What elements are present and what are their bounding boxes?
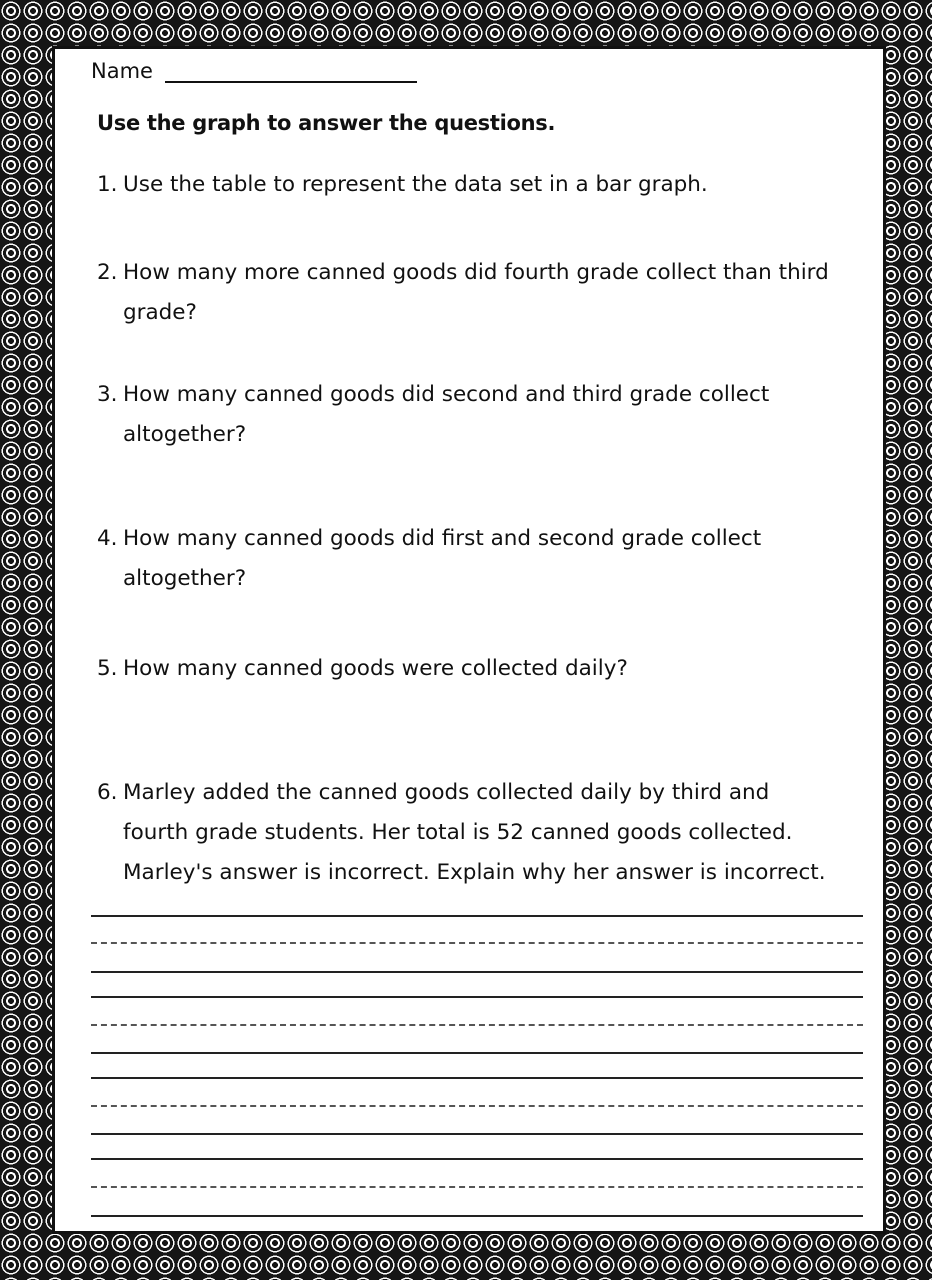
- question-1: [97, 165, 867, 205]
- writing-line: [91, 971, 863, 973]
- question-text: How many canned goods were collected daily?: [123, 656, 628, 681]
- writing-line: [91, 1077, 863, 1079]
- writing-line: [91, 1052, 863, 1054]
- question-number: 5.: [97, 656, 118, 681]
- name-label: Name: [91, 59, 153, 83]
- question-4: [97, 519, 867, 599]
- question-text-continued: altogether?: [123, 566, 247, 591]
- writing-line: [91, 996, 863, 998]
- question-text-continued: Marley's answer is incorrect. Explain why her answer is incorrect.: [123, 860, 826, 885]
- name-line: [165, 63, 417, 83]
- writing-line: [91, 1215, 863, 1217]
- question-number: 3.: [97, 382, 118, 407]
- writing-line-dashed: [91, 1024, 863, 1026]
- question-number: 2.: [97, 260, 118, 285]
- writing-line-dashed: [91, 1105, 863, 1107]
- question-text-continued: grade?: [123, 300, 197, 325]
- question-number: 4.: [97, 526, 118, 551]
- writing-line-dashed: [91, 942, 863, 944]
- question-6: [97, 773, 867, 893]
- question-text-continued: fourth grade students. Her total is 52 canned goods collected.: [123, 820, 793, 845]
- writing-line: [91, 915, 863, 917]
- question-number: 6.: [97, 780, 118, 805]
- question-3: [97, 375, 867, 455]
- writing-line-dashed: [91, 1186, 863, 1188]
- question-text-continued: altogether?: [123, 422, 247, 447]
- question-text: Marley added the canned goods collected daily by third and: [123, 780, 770, 805]
- writing-line: [91, 1133, 863, 1135]
- question-text: How many canned goods did second and third grade collect: [123, 382, 770, 407]
- worksheet: [52, 46, 886, 1234]
- name-row: [91, 59, 417, 83]
- question-5: [97, 649, 867, 689]
- question-text: How many canned goods did first and second grade collect: [123, 526, 762, 551]
- question-text: Use the table to represent the data set in a bar graph.: [123, 172, 708, 197]
- writing-line: [91, 1158, 863, 1160]
- question-number: 1.: [97, 172, 118, 197]
- instructions: Use the graph to answer the questions.: [97, 111, 556, 135]
- question-2: [97, 253, 867, 333]
- question-text: How many more canned goods did fourth grade collect than third: [123, 260, 829, 285]
